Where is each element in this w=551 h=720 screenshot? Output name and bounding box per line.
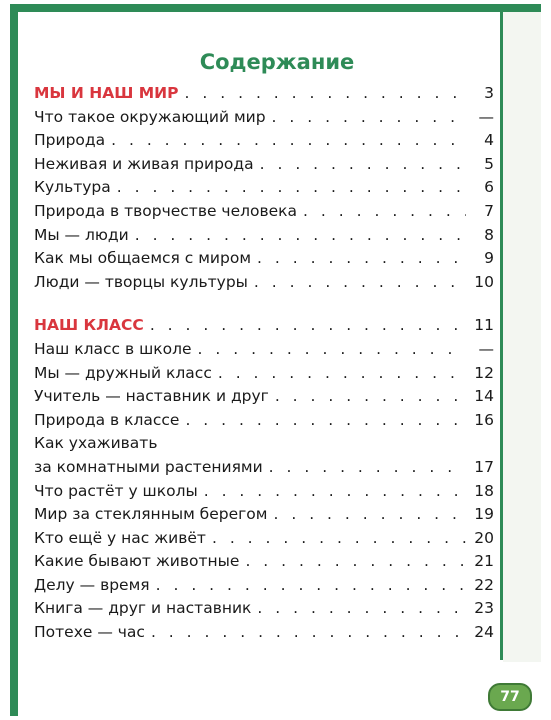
page-title: Содержание: [199, 50, 355, 74]
toc-page-number: —: [478, 339, 494, 358]
section-spacer: [34, 302, 494, 316]
toc-section-1: [34, 84, 494, 296]
toc-page-number: 20: [474, 528, 494, 547]
toc-page-number: 22: [474, 575, 494, 594]
dot-leader: [254, 273, 466, 291]
toc-page-number: 17: [474, 457, 494, 476]
dot-leader: [150, 316, 466, 334]
toc-entry-label: Учитель — наставник и друг: [34, 387, 269, 406]
toc-heading-label: МЫ И НАШ МИР: [34, 84, 179, 102]
toc-entry: [34, 552, 494, 576]
toc-page-number: 10: [474, 272, 494, 291]
toc-page-number: 5: [484, 154, 494, 173]
toc-entry: [34, 482, 494, 506]
toc-page-number: 24: [474, 623, 494, 642]
dot-leader: [273, 505, 466, 523]
dot-leader: [117, 178, 466, 196]
toc-page-number: 12: [474, 363, 494, 382]
toc-entry-label: Природа: [34, 131, 106, 150]
page-number-badge: 77: [488, 683, 532, 711]
dot-leader: [275, 387, 466, 405]
page-frame-left: [10, 4, 18, 716]
toc-entry-label: Книга — друг и наставник: [34, 599, 252, 618]
dot-leader: [185, 84, 466, 102]
dot-leader: [257, 249, 466, 267]
toc-entry: [34, 249, 494, 273]
dot-leader: [218, 364, 466, 382]
toc-entry: [34, 576, 494, 600]
toc-page-number: 16: [474, 410, 494, 429]
toc-entry: [34, 505, 494, 529]
table-of-contents: [34, 50, 494, 653]
toc-entry-label: Природа в классе: [34, 410, 180, 429]
dot-leader: [204, 482, 466, 500]
toc-entry-label: Природа в творчестве человека: [34, 201, 298, 220]
toc-entry: [34, 155, 494, 179]
toc-page-number: 3: [484, 84, 494, 102]
toc-page-number: 9: [484, 249, 494, 268]
toc-entry-label: Потехе — час: [34, 623, 145, 642]
toc-entry-label: Что растёт у школы: [34, 481, 198, 500]
toc-entry: [34, 529, 494, 553]
dot-leader: [269, 458, 466, 476]
toc-entry: [34, 178, 494, 202]
toc-entry: [34, 202, 494, 226]
toc-heading-label: НАШ КЛАСС: [34, 316, 144, 335]
dot-leader: [260, 155, 466, 173]
toc-page-number: —: [478, 107, 494, 126]
toc-entry: [34, 623, 494, 647]
dot-leader: [272, 108, 466, 126]
toc-entry-label: Мир за стеклянным берегом: [34, 505, 268, 524]
toc-section-heading: [34, 84, 494, 108]
toc-entry-first-line: [34, 434, 494, 458]
dot-leader: [156, 576, 466, 594]
toc-entry-label: Мы — дружный класс: [34, 363, 212, 382]
toc-entry: [34, 599, 494, 623]
adjacent-page-edge: [503, 12, 541, 662]
toc-page-number: 7: [484, 201, 494, 220]
dot-leader: [257, 599, 466, 617]
toc-entry: [34, 364, 494, 388]
page-frame-top: [10, 4, 541, 12]
toc-section-heading: [34, 316, 494, 340]
toc-entry: [34, 131, 494, 155]
dot-leader: [135, 226, 466, 244]
toc-entry-label: за комнатными растениями: [34, 457, 263, 476]
dot-leader: [185, 411, 466, 429]
toc-entry: [34, 226, 494, 250]
toc-entry: [34, 458, 494, 482]
dot-leader: [303, 202, 466, 220]
toc-page-number: 4: [484, 131, 494, 150]
toc-page-number: 11: [474, 316, 494, 335]
toc-entry-label: Делу — время: [34, 575, 150, 594]
dot-leader: [198, 340, 466, 358]
toc-page-number: 8: [484, 225, 494, 244]
toc-entry-label: Культура: [34, 178, 111, 197]
toc-page-number: 18: [474, 481, 494, 500]
toc-entry-label: Какие бывают животные: [34, 552, 240, 571]
dot-leader: [212, 529, 466, 547]
page-frame-right: [500, 4, 503, 660]
toc-entry-label: Наш класс в школе: [34, 339, 192, 358]
toc-entry-label: Как мы общаемся с миром: [34, 249, 252, 268]
toc-page-number: 6: [484, 178, 494, 197]
toc-page-number: 23: [474, 599, 494, 618]
toc-entry-label: Что такое окружающий мир: [34, 107, 266, 126]
dot-leader: [111, 131, 466, 149]
dot-leader: [245, 552, 466, 570]
toc-entry: [34, 273, 494, 297]
toc-entry-label: Мы — люди: [34, 225, 129, 244]
toc-page-number: 14: [474, 387, 494, 406]
toc-entry: [34, 411, 494, 435]
toc-entry-label: Кто ещё у нас живёт: [34, 528, 206, 547]
toc-entry: [34, 387, 494, 411]
dot-leader: [151, 623, 466, 641]
toc-entry: [34, 108, 494, 132]
toc-page-number: 21: [474, 552, 494, 571]
toc-entry-label: Как ухаживать: [34, 434, 158, 453]
toc-entry-label: Люди — творцы культуры: [34, 272, 248, 291]
toc-entry-label: Неживая и живая природа: [34, 154, 254, 173]
toc-entry: [34, 340, 494, 364]
toc-section-2: [34, 316, 494, 646]
toc-page-number: 19: [474, 505, 494, 524]
